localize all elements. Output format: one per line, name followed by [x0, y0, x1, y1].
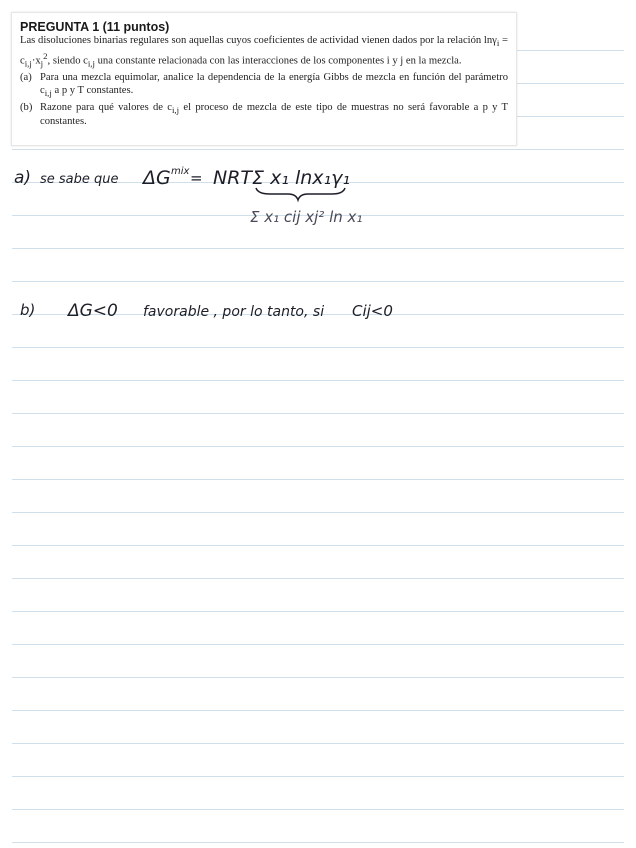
answer-a-delta: ΔG: [143, 167, 171, 189]
answer-a-text: se sabe que: [40, 172, 119, 187]
question-intro: Las disoluciones binarias regulares son aquellas cuyos coeficientes de actividad vienen dados por la relación $\ln\gamma_i = c_{i,j}\cdot x_j^2$, siendo $c_{i,j}$ una constante relacionada con las interacciones de los componentes i y j en la mezcla.: [20, 35, 508, 69]
answer-b-delta: ΔG<0: [68, 301, 118, 321]
question-title: PREGUNTA 1 (11 puntos): [20, 20, 170, 34]
answer-a-superscript: mix: [171, 166, 190, 177]
answer-b-condition: Cij<0: [352, 302, 393, 320]
answer-b-label: b): [20, 301, 36, 319]
answer-b-text: favorable , por lo tanto, si: [143, 304, 325, 320]
item-b-text: Razone para qué valores de $c_{i,j}$ el proceso de mezcla de este tipo de muestras no será favorable a p y T constantes.: [40, 101, 508, 128]
answer-a-underbrace-text: Σ x₁ cij xj² ln x₁: [250, 208, 363, 226]
answer-a-equals: =: [190, 169, 203, 187]
answer-a-formula: NRTΣ x₁ lnx₁γ₁: [213, 167, 351, 189]
item-a-label: (a): [20, 72, 32, 84]
item-b-label: (b): [20, 101, 33, 113]
answer-a-label: a): [14, 168, 32, 188]
underbrace-mark: [256, 188, 345, 200]
item-a-text: Para una mezcla equimolar, analice la dependencia de la energía Gibbs de mezcla en función del parámetro $c_{i,j}$ a p y T constantes.: [40, 72, 508, 99]
